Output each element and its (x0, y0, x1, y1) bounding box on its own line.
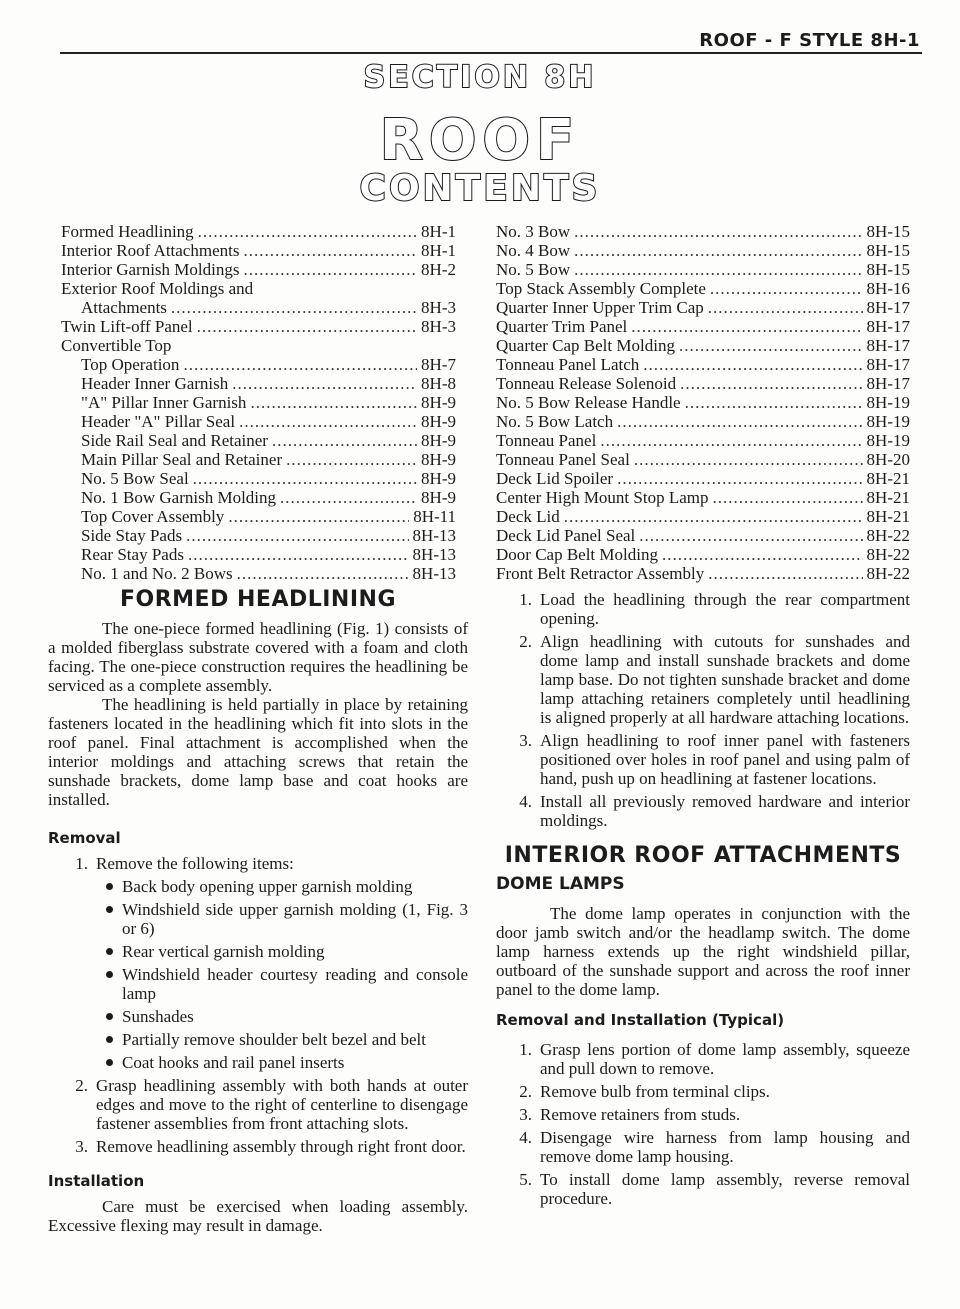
contents-list-right (496, 222, 910, 583)
formed-headlining-heading: FORMED HEADLINING (119, 587, 396, 612)
toc-dot-leader (685, 393, 863, 412)
toc-entry-page: 8H-16 (866, 279, 910, 298)
step-text: Grasp lens portion of dome lamp assembly, squeeze and pull down to remove. (540, 1040, 910, 1078)
bullet-item (48, 1053, 468, 1072)
step-text: Load the headlining through the rear compartment opening. (540, 590, 910, 628)
bullet-icon (96, 1053, 122, 1072)
paragraph: The one-piece formed headlining (Fig. 1) consists of a molded fiberglass substrate covered with a foam and cloth facing. The one-piece construction requires the headlining be serviced as a complete assembly. (48, 619, 468, 695)
toc-entry (496, 469, 910, 488)
toc-entry-page: 8H-9 (421, 488, 456, 507)
toc-entry-page: 8H-11 (413, 507, 456, 526)
step-text: Remove headlining assembly through right front door. (96, 1137, 466, 1156)
procedure-step (496, 632, 910, 727)
step-text: Disengage wire harness from lamp housing and remove dome lamp housing. (540, 1128, 910, 1166)
toc-entry (496, 355, 910, 374)
toc-entry (61, 545, 456, 564)
step-text: Install all previously removed hardware and interior moldings. (540, 792, 910, 830)
toc-entry (61, 279, 456, 298)
bullet-icon (96, 1007, 122, 1026)
toc-entry-page: 8H-3 (421, 298, 456, 317)
step-number: 5. (519, 1170, 532, 1189)
toc-entry-label: Deck Lid Spoiler (496, 469, 614, 488)
toc-entry-label: Tonneau Release Solenoid (496, 374, 677, 393)
toc-dot-leader (643, 355, 862, 374)
toc-entry (496, 336, 910, 355)
toc-entry-label: Quarter Trim Panel (496, 317, 628, 336)
bullet-item (48, 965, 468, 1003)
procedure-step (496, 792, 910, 830)
removal-step (48, 854, 468, 873)
toc-entry-label: Top Operation (81, 355, 180, 374)
toc-dot-leader (232, 374, 417, 393)
toc-entry (496, 317, 910, 336)
procedure-step (496, 1040, 910, 1078)
toc-entry-page: 8H-22 (866, 526, 910, 545)
toc-dot-leader (634, 450, 863, 469)
toc-entry-page: 8H-19 (866, 412, 910, 431)
toc-entry-label: Header "A" Pillar Seal (81, 412, 236, 431)
toc-entry-page: 8H-21 (866, 507, 910, 526)
toc-dot-leader (574, 241, 862, 260)
bullet-text: Back body opening upper garnish molding (122, 877, 413, 896)
toc-dot-leader (228, 507, 409, 526)
toc-entry-page: 8H-17 (866, 374, 910, 393)
procedure-step (496, 1170, 910, 1208)
toc-entry (61, 393, 456, 412)
toc-dot-leader (197, 317, 417, 336)
installation-heading: Installation (48, 1172, 145, 1190)
toc-entry-label: "A" Pillar Inner Garnish (81, 393, 247, 412)
toc-entry-label: Door Cap Belt Molding (496, 545, 658, 564)
toc-entry-page: 8H-9 (421, 431, 456, 450)
toc-entry (496, 507, 910, 526)
toc-entry-label: Top Stack Assembly Complete (496, 279, 706, 298)
toc-entry-page: 8H-15 (866, 222, 910, 241)
bullet-icon (96, 1030, 122, 1049)
toc-entry (496, 241, 910, 260)
step-number: 3. (75, 1137, 88, 1156)
toc-entry (61, 431, 456, 450)
toc-entry-page: 8H-3 (421, 317, 456, 336)
toc-entry (61, 488, 456, 507)
toc-entry-label: No. 5 Bow Release Handle (496, 393, 681, 412)
toc-entry-page: 8H-21 (866, 469, 910, 488)
toc-entry-page: 8H-8 (421, 374, 456, 393)
step-text: Align headlining to roof inner panel with fasteners positioned over holes in roof panel and using palm of hand, push up on headlining at fastener locations. (540, 731, 910, 788)
bullet-icon (96, 965, 122, 1003)
toc-entry-label: No. 1 Bow Garnish Molding (81, 488, 277, 507)
step-text: Align headlining with cutouts for sunshades and dome lamp and install sunshade brackets and dome lamp base. Do not tighten sunshade bracket and dome lamp attaching retainers completely until headlining is aligned properly at all hardware attaching locations. (540, 632, 910, 727)
bullet-text: Coat hooks and rail panel inserts (122, 1053, 345, 1072)
toc-entry-page: 8H-13 (412, 526, 456, 545)
toc-dot-leader (280, 488, 417, 507)
paragraph: Care must be exercised when loading assembly. Excessive flexing may result in damage. (48, 1197, 468, 1235)
toc-entry-label: Quarter Cap Belt Molding (496, 336, 675, 355)
toc-entry (61, 355, 456, 374)
toc-dot-leader (631, 317, 862, 336)
toc-dot-leader (243, 241, 417, 260)
toc-dot-leader (617, 469, 862, 488)
toc-dot-leader (188, 545, 409, 564)
toc-dot-leader (708, 298, 863, 317)
toc-entry-label: Twin Lift-off Panel (61, 317, 193, 336)
toc-dot-leader (286, 450, 417, 469)
toc-entry-page: 8H-17 (866, 298, 910, 317)
toc-dot-leader (662, 545, 863, 564)
toc-entry-page: 8H-13 (412, 545, 456, 564)
procedure-heading: Removal and Installation (Typical) (496, 1011, 785, 1029)
toc-dot-leader (564, 507, 863, 526)
contents-list-left (61, 222, 456, 583)
toc-dot-leader (574, 260, 862, 279)
toc-entry-label: No. 5 Bow Latch (496, 412, 614, 431)
step-text: Remove the following items: (96, 854, 294, 873)
bullet-icon (96, 900, 122, 938)
toc-entry-page: 8H-2 (421, 260, 456, 279)
toc-dot-leader (183, 355, 417, 374)
step-number: 1. (75, 854, 88, 873)
step-number: 2. (519, 1082, 532, 1101)
bullet-item (48, 900, 468, 938)
removal-heading: Removal (48, 829, 121, 847)
toc-dot-leader (239, 412, 417, 431)
right-column (496, 590, 910, 1212)
toc-entry (496, 393, 910, 412)
toc-entry (61, 564, 456, 583)
toc-entry-page: 8H-9 (421, 469, 456, 488)
toc-entry-label: Tonneau Panel (496, 431, 597, 450)
toc-entry (496, 488, 910, 507)
toc-dot-leader (708, 564, 862, 583)
toc-entry (496, 412, 910, 431)
bullet-item (48, 877, 468, 896)
toc-entry (61, 450, 456, 469)
step-number: 4. (519, 1128, 532, 1147)
toc-entry-label: No. 4 Bow (496, 241, 571, 260)
toc-dot-leader (679, 336, 863, 355)
toc-entry (496, 374, 910, 393)
toc-entry-page: 8H-9 (421, 450, 456, 469)
removal-step (48, 1137, 468, 1156)
step-number: 3. (519, 1105, 532, 1124)
toc-entry (496, 450, 910, 469)
removal-step (48, 1076, 468, 1133)
toc-entry-page: 8H-17 (866, 355, 910, 374)
toc-entry-page: 8H-15 (866, 241, 910, 260)
toc-entry-label: Interior Roof Attachments (61, 241, 240, 260)
toc-entry (496, 545, 910, 564)
toc-dot-leader (639, 526, 862, 545)
toc-entry-page: 8H-19 (866, 393, 910, 412)
contents-title: CONTENTS (359, 168, 601, 209)
toc-entry-page: 8H-17 (866, 317, 910, 336)
toc-entry-page: 8H-13 (412, 564, 456, 583)
toc-entry-label: Header Inner Garnish (81, 374, 229, 393)
toc-entry-page: 8H-15 (866, 260, 910, 279)
step-number: 1. (519, 590, 532, 609)
toc-entry-page: 8H-7 (421, 355, 456, 374)
toc-entry (496, 564, 910, 583)
toc-entry-label: Interior Garnish Moldings (61, 260, 240, 279)
toc-entry-label: Main Pillar Seal and Retainer (81, 450, 283, 469)
toc-entry-page: 8H-17 (866, 336, 910, 355)
toc-entry-label: Side Stay Pads (81, 526, 183, 545)
toc-entry-page: 8H-20 (866, 450, 910, 469)
toc-dot-leader (171, 298, 417, 317)
paragraph: The dome lamp operates in conjunction with the door jamb switch and/or the headlamp switch. The dome lamp harness extends up the right windshield pillar, outboard of the sunshade support and across the roof inner panel to the dome lamp. (496, 904, 910, 999)
procedure-step (496, 1128, 910, 1166)
toc-entry (61, 469, 456, 488)
bullet-text: Partially remove shoulder belt bezel and belt (122, 1030, 427, 1049)
bullet-icon (96, 942, 122, 961)
toc-entry-page: 8H-22 (866, 545, 910, 564)
toc-dot-leader (237, 564, 409, 583)
toc-entry-label: Exterior Roof Moldings and (61, 279, 254, 298)
toc-dot-leader (272, 431, 417, 450)
procedure-step (496, 731, 910, 788)
step-number: 2. (519, 632, 532, 651)
toc-entry-label: Side Rail Seal and Retainer (81, 431, 268, 450)
toc-entry (61, 298, 456, 317)
toc-entry (61, 260, 456, 279)
toc-entry (61, 336, 456, 355)
toc-entry (61, 374, 456, 393)
procedure-step (496, 1082, 910, 1101)
toc-dot-leader (250, 393, 417, 412)
toc-entry-page: 8H-22 (866, 564, 910, 583)
toc-entry (496, 298, 910, 317)
bullet-item (48, 1030, 468, 1049)
toc-entry (61, 507, 456, 526)
toc-entry (496, 526, 910, 545)
toc-dot-leader (574, 222, 862, 241)
toc-entry-label: No. 5 Bow Seal (81, 469, 189, 488)
step-number: 2. (75, 1076, 88, 1095)
toc-entry-page: 8H-1 (421, 222, 456, 241)
left-column (48, 587, 468, 1235)
dome-lamp-step-list (496, 1040, 910, 1208)
toc-dot-leader (617, 412, 862, 431)
toc-dot-leader (198, 222, 417, 241)
toc-dot-leader (243, 260, 417, 279)
step-text: Grasp headlining assembly with both hands at outer edges and move to the right of centerline to disengage fastener assemblies from front attaching slots. (96, 1076, 468, 1133)
installation-step-list (496, 590, 910, 830)
toc-entry-label: No. 5 Bow (496, 260, 571, 279)
toc-entry-label: Tonneau Panel Seal (496, 450, 630, 469)
step-number: 4. (519, 792, 532, 811)
bullet-item (48, 942, 468, 961)
bullet-text: Windshield side upper garnish molding (1, Fig. 3 or 6) (122, 900, 468, 938)
step-number: 1. (519, 1040, 532, 1059)
bullet-icon (96, 877, 122, 896)
toc-entry-label: Rear Stay Pads (81, 545, 184, 564)
removal-bullet-list (48, 877, 468, 1072)
step-text: Remove bulb from terminal clips. (540, 1082, 770, 1101)
toc-entry-label: Front Belt Retractor Assembly (496, 564, 705, 583)
toc-entry (496, 260, 910, 279)
running-header: ROOF - F STYLE 8H-1 (699, 30, 920, 51)
chapter-title: ROOF (379, 108, 581, 173)
procedure-step (496, 590, 910, 628)
toc-entry-page: 8H-19 (866, 431, 910, 450)
toc-entry-page: 8H-21 (866, 488, 910, 507)
step-text: Remove retainers from studs. (540, 1105, 741, 1124)
toc-entry-page: 8H-9 (421, 412, 456, 431)
toc-dot-leader (710, 279, 863, 298)
toc-dot-leader (712, 488, 862, 507)
toc-entry-label: Convertible Top (61, 336, 172, 355)
paragraph: The headlining is held partially in place by retaining fasteners located in the headlining which fit into slots in the roof panel. Final attachment is accomplished when the interior moldings and attaching screws that retain the sunshade brackets, dome lamp base and coat hooks are installed. (48, 695, 468, 809)
toc-entry-label: Center High Mount Stop Lamp (496, 488, 709, 507)
toc-entry (61, 526, 456, 545)
toc-entry-label: Top Cover Assembly (81, 507, 225, 526)
toc-entry-label: Quarter Inner Upper Trim Cap (496, 298, 704, 317)
toc-dot-leader (680, 374, 862, 393)
toc-entry-label: Formed Headlining (61, 222, 194, 241)
header-rule (60, 52, 922, 54)
toc-dot-leader (193, 469, 417, 488)
toc-entry-label: Deck Lid (496, 507, 560, 526)
toc-entry-label: No. 1 and No. 2 Bows (81, 564, 233, 583)
interior-roof-heading: INTERIOR ROOF ATTACHMENTS (504, 843, 902, 868)
bullet-text: Rear vertical garnish molding (122, 942, 325, 961)
toc-entry (61, 241, 456, 260)
step-number: 3. (519, 731, 532, 750)
section-title: SECTION 8H (363, 60, 597, 95)
bullet-text: Sunshades (122, 1007, 194, 1026)
toc-entry-label: No. 3 Bow (496, 222, 571, 241)
toc-entry-label: Deck Lid Panel Seal (496, 526, 636, 545)
toc-dot-leader (186, 526, 408, 545)
toc-entry (496, 431, 910, 450)
bullet-item (48, 1007, 468, 1026)
dome-lamps-heading: DOME LAMPS (496, 874, 625, 894)
bullet-text: Windshield header courtesy reading and console lamp (122, 965, 468, 1003)
toc-entry-label: Tonneau Panel Latch (496, 355, 640, 374)
toc-entry (61, 412, 456, 431)
toc-entry (496, 222, 910, 241)
step-text: To install dome lamp assembly, reverse removal procedure. (540, 1170, 910, 1208)
toc-entry (61, 317, 456, 336)
toc-entry-page: 8H-1 (421, 241, 456, 260)
toc-entry-label: Attachments (81, 298, 167, 317)
toc-dot-leader (600, 431, 862, 450)
toc-entry-page: 8H-9 (421, 393, 456, 412)
toc-entry (496, 279, 910, 298)
toc-entry (61, 222, 456, 241)
procedure-step (496, 1105, 910, 1124)
